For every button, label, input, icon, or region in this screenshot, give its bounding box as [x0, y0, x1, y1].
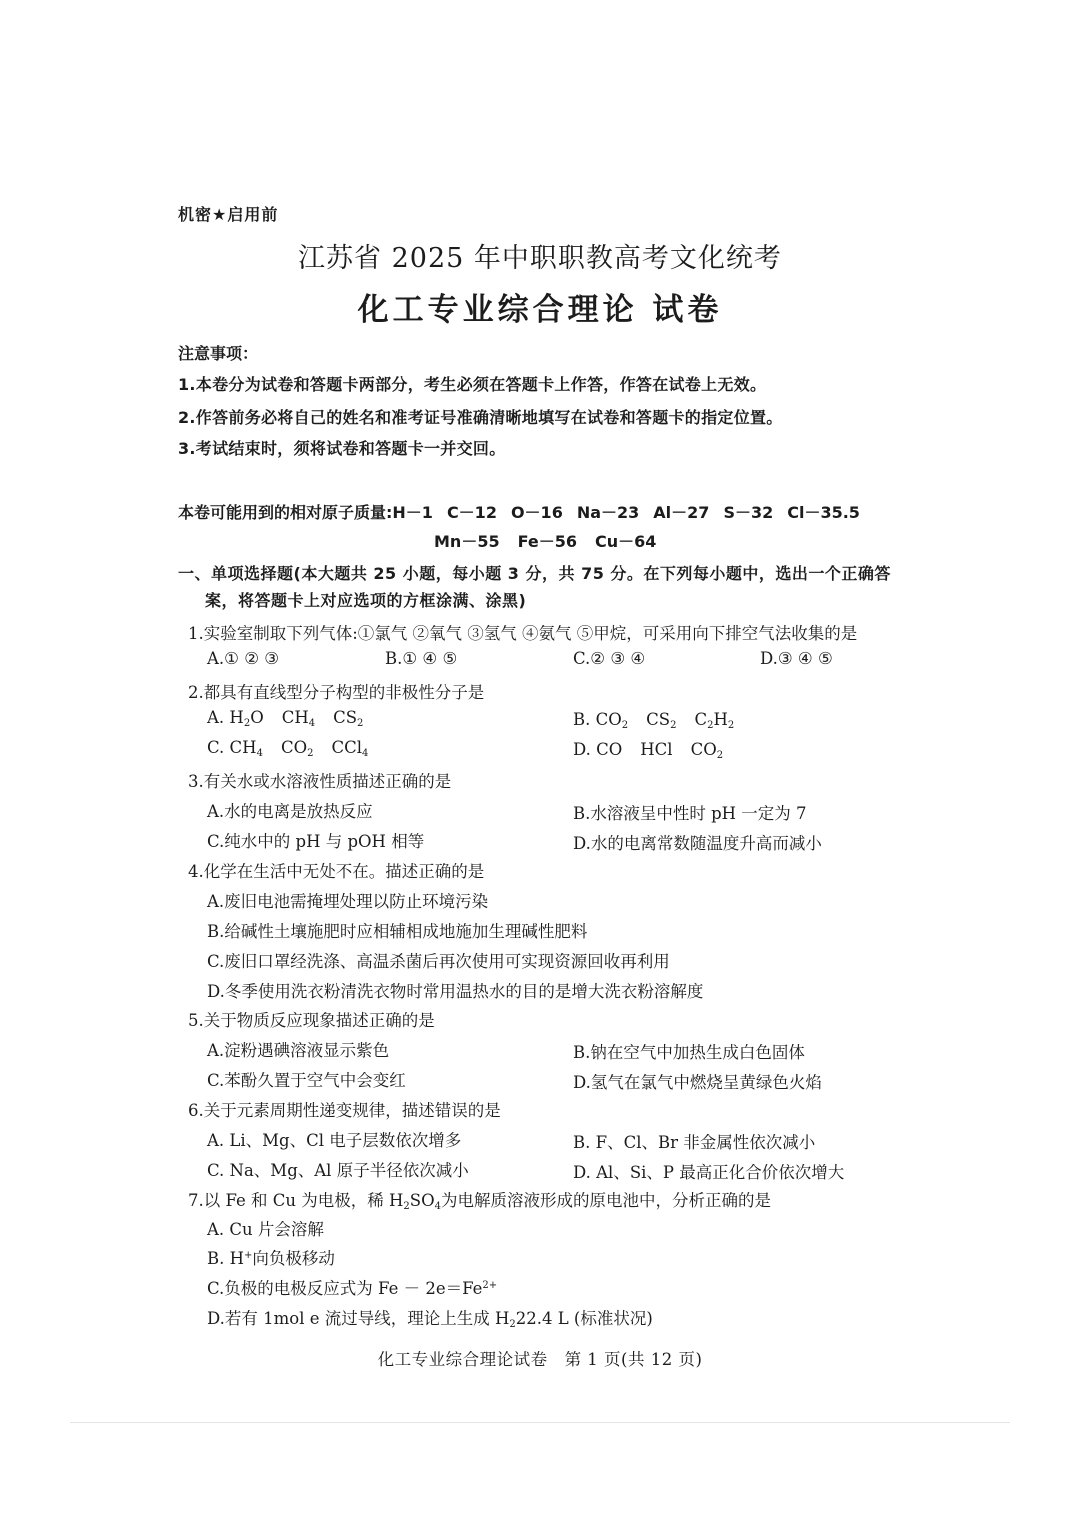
option-c: C.苯酚久置于空气中会变红	[207, 1071, 406, 1090]
question-stem: 1.实验室制取下列气体:①氯气 ②氧气 ③氢气 ④氨气 ⑤甲烷，可采用向下排空气法收集的是	[188, 624, 858, 643]
option-b: B. H+向负极移动	[207, 1249, 335, 1268]
question-stem: 2.都具有直线型分子构型的非极性分子是	[188, 683, 485, 702]
paper-title: 化工专业综合理论 试卷	[357, 292, 723, 328]
page-footer: 化工专业综合理论试卷 第 1 页(共 12 页)	[377, 1350, 703, 1369]
option-c: C. $CH_4$ $CO_2$ CCl$_4$	[207, 738, 369, 759]
notice-item: 3.考试结束时，须将试卷和答题卡一并交回。	[178, 439, 506, 458]
atomic-mass-value: Mn－55	[434, 532, 500, 551]
notice-heading: 注意事项：	[178, 344, 259, 363]
atomic-mass-value: S－32	[723, 503, 774, 522]
exam-title: 江苏省 2025 年中职职教高考文化统考	[298, 243, 782, 274]
option-d: D. CO HCl $CO_2$	[573, 740, 724, 761]
option-d: D. Al、Si、P 最高正化合价依次增大	[573, 1163, 845, 1182]
option-a: A.① ② ③	[207, 649, 280, 668]
option-d: D.氢气在氯气中燃烧呈黄绿色火焰	[573, 1073, 822, 1092]
atomic-mass-value: Na－23	[576, 503, 640, 522]
confidential-mark: 机密★启用前	[178, 205, 279, 224]
atomic-mass-value: Cl－35.5	[787, 503, 860, 522]
option-a: A. $H_2O$ $CH_4$ $CS_2$	[207, 708, 364, 729]
option-d: D.冬季使用洗衣粉清洗衣物时常用温热水的目的是增大洗衣粉溶解度	[207, 982, 704, 1001]
notice-item: 1.本卷分为试卷和答题卡两部分，考生必须在答题卡上作答，作答在试卷上无效。	[178, 375, 767, 394]
atomic-mass-value: C－12	[446, 503, 497, 522]
option-a: A. Li、Mg、Cl 电子层数依次增多	[207, 1131, 462, 1150]
option-c: C.废旧口罩经洗涤、高温杀菌后再次使用可实现资源回收再利用	[207, 952, 670, 971]
question-stem: 3.有关水或水溶液性质描述正确的是	[188, 772, 452, 791]
option-b: B.水溶液呈中性时 pH 一定为 7	[573, 804, 807, 823]
option-d: D.水的电离常数随温度升高而减小	[573, 834, 822, 853]
atomic-mass-value: Al－27	[653, 503, 710, 522]
option-b: B.① ④ ⑤	[385, 649, 458, 668]
option-c: C. Na、Mg、Al 原子半径依次减小	[207, 1161, 469, 1180]
option-b: B. $CO_2$ $CS_2$ $C_2H_2$	[573, 710, 735, 731]
atomic-mass-value: O－16	[510, 503, 563, 522]
option-d: D.若有 1mol e 流过导线，理论上生成 $H_222.4$ L (标准状况)	[207, 1309, 653, 1330]
notice-item: 2.作答前务必将自己的姓名和准考证号准确清晰地填写在试卷和答题卡的指定位置。	[178, 408, 783, 427]
option-a: A. Cu 片会溶解	[207, 1220, 324, 1239]
question-stem: 4.化学在生活中无处不在。描述正确的是	[188, 862, 485, 881]
question-stem: 5.关于物质反应现象描述正确的是	[188, 1011, 435, 1030]
option-a: A.淀粉遇碘溶液显示紫色	[207, 1041, 390, 1060]
atomic-mass-label: 本卷可能用到的相对原子质量:	[178, 503, 393, 522]
option-c: C.负极的电极反应式为 $Fe - 2e=Fe^{2+}$	[207, 1279, 498, 1298]
option-b: B.给碱性土壤施肥时应相辅相成地施加生理碱性肥料	[207, 922, 588, 941]
atomic-mass-line	[178, 500, 860, 523]
question-stem: 6.关于元素周期性递变规律，描述错误的是	[188, 1101, 501, 1120]
option-b: B.钠在空气中加热生成白色固体	[573, 1043, 805, 1062]
atomic-mass-value: H－1	[392, 503, 433, 522]
page-divider	[70, 1422, 1010, 1423]
question-stem: 7.以 Fe 和 Cu 为电极，稀 $H_2SO_4$为电解质溶液形成的原电池中，分析正确的是	[188, 1191, 772, 1212]
section-heading-cont: 案，将答题卡上对应选项的方框涂满、涂黑)	[205, 591, 527, 610]
atomic-mass-value: Fe－56	[517, 532, 577, 551]
atomic-mass-value: Cu－64	[595, 532, 657, 551]
option-d: D.③ ④ ⑤	[760, 649, 833, 668]
option-a: A.废旧电池需掩埋处理以防止环境污染	[207, 892, 489, 911]
atomic-mass-line	[434, 529, 656, 552]
option-a: A.水的电离是放热反应	[207, 802, 373, 821]
option-c: C.纯水中的 pH 与 pOH 相等	[207, 832, 425, 851]
option-b: B. F、Cl、Br 非金属性依次减小	[573, 1133, 816, 1152]
section-heading: 一、单项选择题(本大题共 25 小题，每小题 3 分，共 75 分。在下列每小题中，选出一个正确答	[178, 564, 891, 583]
option-c: C.② ③ ④	[573, 649, 646, 668]
